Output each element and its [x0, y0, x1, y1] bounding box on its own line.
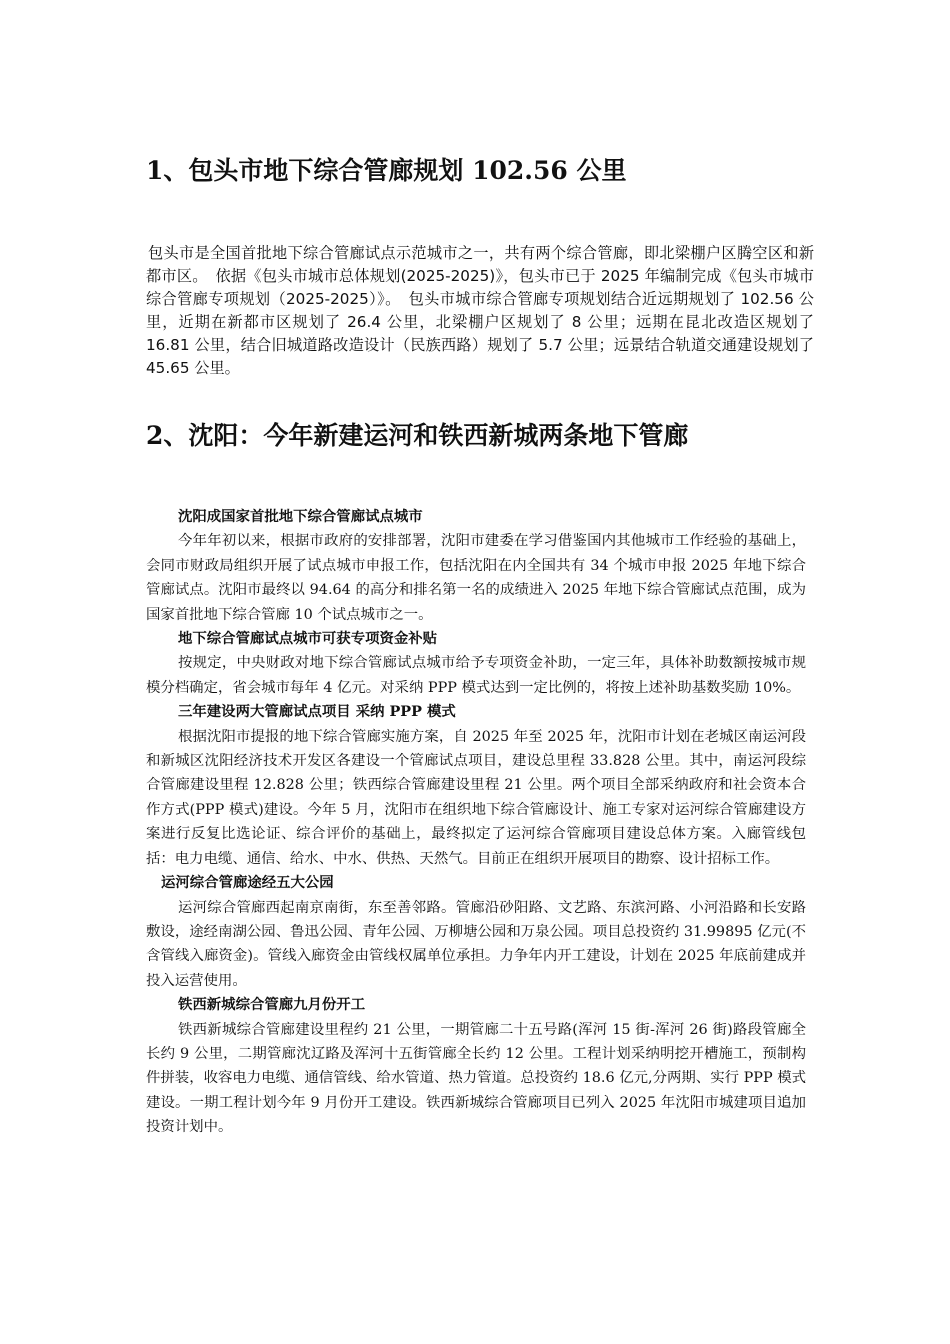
subheading-ppp: 三年建设两大管廊试点项目 采纳 PPP 模式: [178, 703, 456, 721]
section-2-heading: 2、沈阳：今年新建运河和铁西新城两条地下管廊: [146, 421, 689, 450]
subheading-pilot-city: 沈阳成国家首批地下综合管廊试点城市: [178, 508, 423, 525]
subheading-parks: 运河综合管廊途经五大公园: [161, 874, 334, 892]
paragraph-parks: 运河综合管廊西起南京南街，东至善邻路。管廊沿砂阳路、文艺路、东滨河路、小河沿路和长安路敷设，途经南湖公园、鲁迅公园、青年公园、万柳塘公园和万泉公园。项目总投资约 31.99895 亿元(不含管线入廊资金)。管线入廊资金由管线权属单位承担。力争年内开工建设，计划在 2025 年底前建成并投入运营使用。: [146, 899, 806, 989]
section-2-body: [146, 505, 806, 1140]
section-1-body: 包头市是全国首批地下综合管廊试点示范城市之一，共有两个综合管廊，即北梁棚户区腾空区和新都市区。 依据《包头市城市总体规划(2025-2025)》，包头市已于 2025 年编制完成《包头市城市综合管廊专项规划（2025-2025）》。 包头市城市综合管廊专项规划结合近远期规划了 102.56 公里，近期在新都市区规划了 26.4 公里，北梁棚户区规划了 8 公里；远期在昆北改造区规划了 16.81 公里，结合旧城道路改造设计（民族西路）规划了 5.7 公里；远景结合轨道交通建设规划了 45.65 公里。: [146, 244, 814, 377]
paragraph-subsidy: 按规定，中央财政对地下综合管廊试点城市给予专项资金补助，一定三年，具体补助数额按城市规模分档确定，省会城市每年 4 亿元。对采纳 PPP 模式达到一定比例的，将按上述补助基数奖励 10%。: [146, 655, 806, 696]
paragraph-pilot-city: 今年年初以来，根据市政府的安排部署，沈阳市建委在学习借鉴国内其他城市工作经验的基础上，会同市财政局组织开展了试点城市申报工作，包括沈阳在内全国共有 34 个城市申报 2025 年地下综合管廊试点。沈阳市最终以 94.64 的高分和排名第一名的成绩进入 2025 年地下综合管廊试点范围，成为国家首批地下综合管廊 10 个试点城市之一。: [146, 533, 806, 623]
subheading-tiexi: 铁西新城综合管廊九月份开工: [178, 996, 366, 1014]
paragraph-tiexi: 铁西新城综合管廊建设里程约 21 公里，一期管廊二十五号路(浑河 15 街-浑河 26 街)路段管廊全长约 9 公里，二期管廊沈辽路及浑河十五街管廊全长约 12 公里。工程计划采纳明挖开槽施工，预制构件拼装，收容电力电缆、通信管线、给水管道、热力管道。总投资约 18.6 亿元,分两期、实行 PPP 模式建设。一期工程计划今年 9 月份开工建设。铁西新城综合管廊项目已列入 2025 年沈阳市城建项目追加投资计划中。: [146, 1021, 806, 1136]
section-1-heading: 1、包头市地下综合管廊规划 102.56 公里: [146, 156, 627, 185]
paragraph-ppp: 根据沈阳市提报的地下综合管廊实施方案，自 2025 年至 2025 年，沈阳市计划在老城区南运河段和新城区沈阳经济技术开发区各建设一个管廊试点项目，建设总里程 33.828 公里。其中，南运河段综合管廊建设里程 12.828 公里；铁西综合管廊建设里程 21 公里。两个项目全部采纳政府和社会资本合作方式(PPP 模式)建设。今年 5 月，沈阳市在组织地下综合管廊设计、施工专家对运河综合管廊建设方案进行反复比选论证、综合评价的基础上，最终拟定了运河综合管廊项目建设总体方案。入廊管线包括：电力电缆、通信、给水、中水、供热、天然气。目前正在组织开展项目的勘察、设计招标工作。: [146, 728, 806, 867]
subheading-subsidy: 地下综合管廊试点城市可获专项资金补贴: [178, 630, 438, 648]
